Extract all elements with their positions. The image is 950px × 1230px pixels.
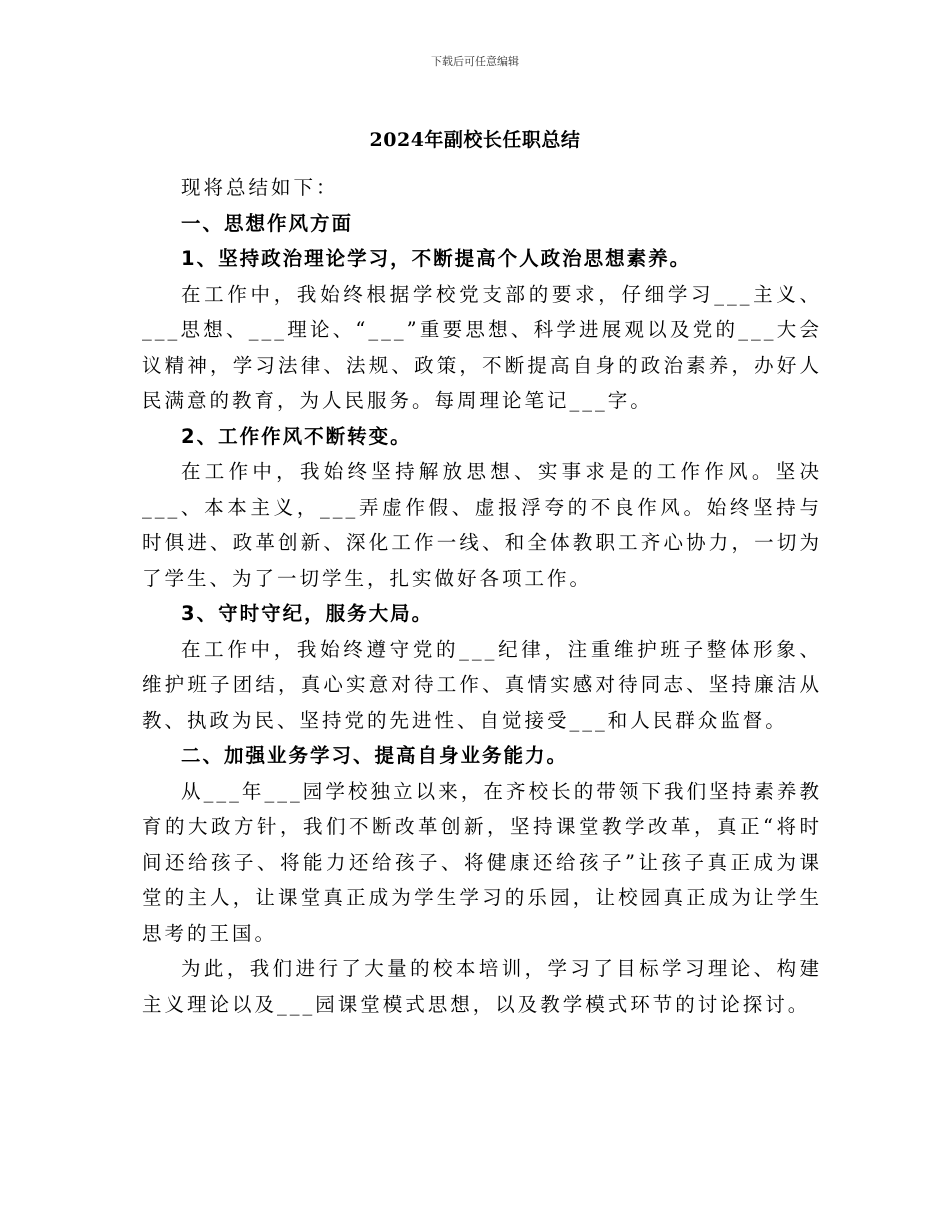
section-heading-professional: 二、加强业务学习、提高自身业务能力。 bbox=[181, 744, 569, 767]
subheading-political-study: 1、坚持政治理论学习，不断提高个人政治思想素养。 bbox=[181, 247, 692, 270]
paragraph-intro: 现将总结如下： bbox=[181, 176, 339, 199]
subheading-discipline: 3、守时守纪，服务大局。 bbox=[181, 602, 434, 625]
header-note: 下载后可任意编辑 bbox=[431, 55, 519, 68]
section-heading-ideology: 一、思想作风方面 bbox=[181, 211, 354, 235]
subheading-work-style: 2、工作作风不断转变。 bbox=[181, 424, 412, 448]
paragraph-work-style: 在工作中，我始终坚持解放思想、实事求是的工作作风。坚决___、本本主义，___弄虚作假、虚报浮夸的不良作风。始终坚持与时俱进、政革创新、深化工作一线、和全体教职工齐心协力，一切为了学生、为了一切学生，扎实做好各项工作。 bbox=[142, 460, 822, 590]
document-body bbox=[142, 170, 822, 1022]
paragraph-training: 为此，我们进行了大量的校本培训，学习了目标学习理论、构建主义理论以及___园课堂模式思想，以及教学模式环节的讨论探讨。 bbox=[142, 957, 822, 1016]
paragraph-political-study: 在工作中，我始终根据学校党支部的要求，仔细学习___主义、___思想、___理论、“___”重要思想、科学进展观以及党的___大会议精神，学习法律、法规、政策，不断提高自身的政治素养，办好人民满意的教育，为人民服务。每周理论笔记___字。 bbox=[142, 282, 822, 412]
paragraph-professional: 从___年___园学校独立以来，在齐校长的带领下我们坚持素养教育的大政方针，我们不断改革创新，坚持课堂教学改革，真正“将时间还给孩子、将能力还给孩子、将健康还给孩子”让孩子真正成为课堂的主人，让课堂真正成为学生学习的乐园，让校园真正成为让学生思考的王国。 bbox=[142, 779, 822, 945]
paragraph-discipline: 在工作中，我始终遵守党的___纪律，注重维护班子整体形象、维护班子团结，真心实意对待工作、真情实感对待同志、坚持廉洁从教、执政为民、坚持党的先进性、自觉接受___和人民群众监督。 bbox=[142, 637, 822, 732]
document-title: 2024年副校长任职总结 bbox=[369, 129, 581, 151]
